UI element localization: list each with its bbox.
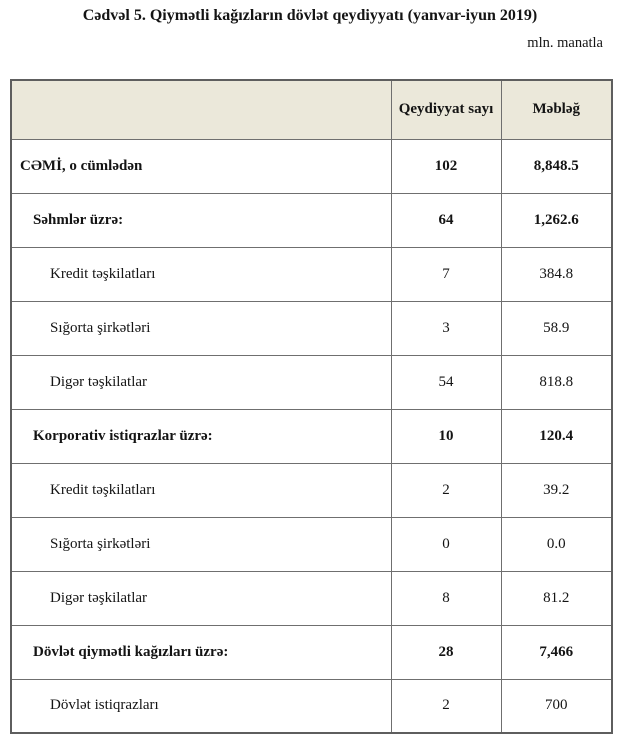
row-amount: 700 — [501, 679, 612, 733]
row-amount: 81.2 — [501, 571, 612, 625]
row-label: Sığorta şirkətləri — [11, 517, 391, 571]
header-cell-count: Qeydiyyat sayı — [391, 80, 501, 139]
table-row — [11, 571, 612, 625]
row-registration-count: 64 — [391, 193, 501, 247]
row-registration-count: 2 — [391, 679, 501, 733]
table-row — [11, 409, 612, 463]
securities-registration-table — [10, 79, 613, 734]
table-row — [11, 301, 612, 355]
row-registration-count: 8 — [391, 571, 501, 625]
row-amount: 818.8 — [501, 355, 612, 409]
page-title: Cədvəl 5. Qiymətli kağızların dövlət qeydiyyatı (yanvar-iyun 2019) — [82, 7, 538, 24]
row-amount: 120.4 — [501, 409, 612, 463]
table-row — [11, 625, 612, 679]
row-amount: 7,466 — [501, 625, 612, 679]
table-row — [11, 247, 612, 301]
row-label: Korporativ istiqrazlar üzrə: — [11, 409, 391, 463]
row-label: CƏMİ, o cümlədən — [11, 139, 391, 193]
row-amount: 1,262.6 — [501, 193, 612, 247]
row-registration-count: 102 — [391, 139, 501, 193]
row-label: Digər təşkilatlar — [11, 355, 391, 409]
table-row — [11, 679, 612, 733]
table-header-row — [11, 80, 612, 139]
row-amount: 8,848.5 — [501, 139, 612, 193]
row-amount: 58.9 — [501, 301, 612, 355]
table-row — [11, 193, 612, 247]
row-label: Kredit təşkilatları — [11, 247, 391, 301]
row-registration-count: 54 — [391, 355, 501, 409]
row-registration-count: 3 — [391, 301, 501, 355]
header-cell-label — [11, 80, 391, 139]
row-label: Səhmlər üzrə: — [11, 193, 391, 247]
row-amount: 39.2 — [501, 463, 612, 517]
row-label: Digər təşkilatlar — [11, 571, 391, 625]
row-label: Dövlət qiymətli kağızları üzrə: — [11, 625, 391, 679]
table-row — [11, 463, 612, 517]
row-registration-count: 2 — [391, 463, 501, 517]
table-body — [11, 139, 612, 733]
row-label: Sığorta şirkətləri — [11, 301, 391, 355]
row-label: Dövlət istiqrazları — [11, 679, 391, 733]
table-row — [11, 517, 612, 571]
row-registration-count: 10 — [391, 409, 501, 463]
document-page — [0, 5, 620, 740]
row-registration-count: 7 — [391, 247, 501, 301]
table-row — [11, 139, 612, 193]
table-row — [11, 355, 612, 409]
row-amount: 384.8 — [501, 247, 612, 301]
row-registration-count: 28 — [391, 625, 501, 679]
row-registration-count: 0 — [391, 517, 501, 571]
unit-note: mln. manatla — [527, 35, 603, 51]
header-cell-amount: Məbləğ — [501, 80, 612, 139]
row-label: Kredit təşkilatları — [11, 463, 391, 517]
row-amount: 0.0 — [501, 517, 612, 571]
